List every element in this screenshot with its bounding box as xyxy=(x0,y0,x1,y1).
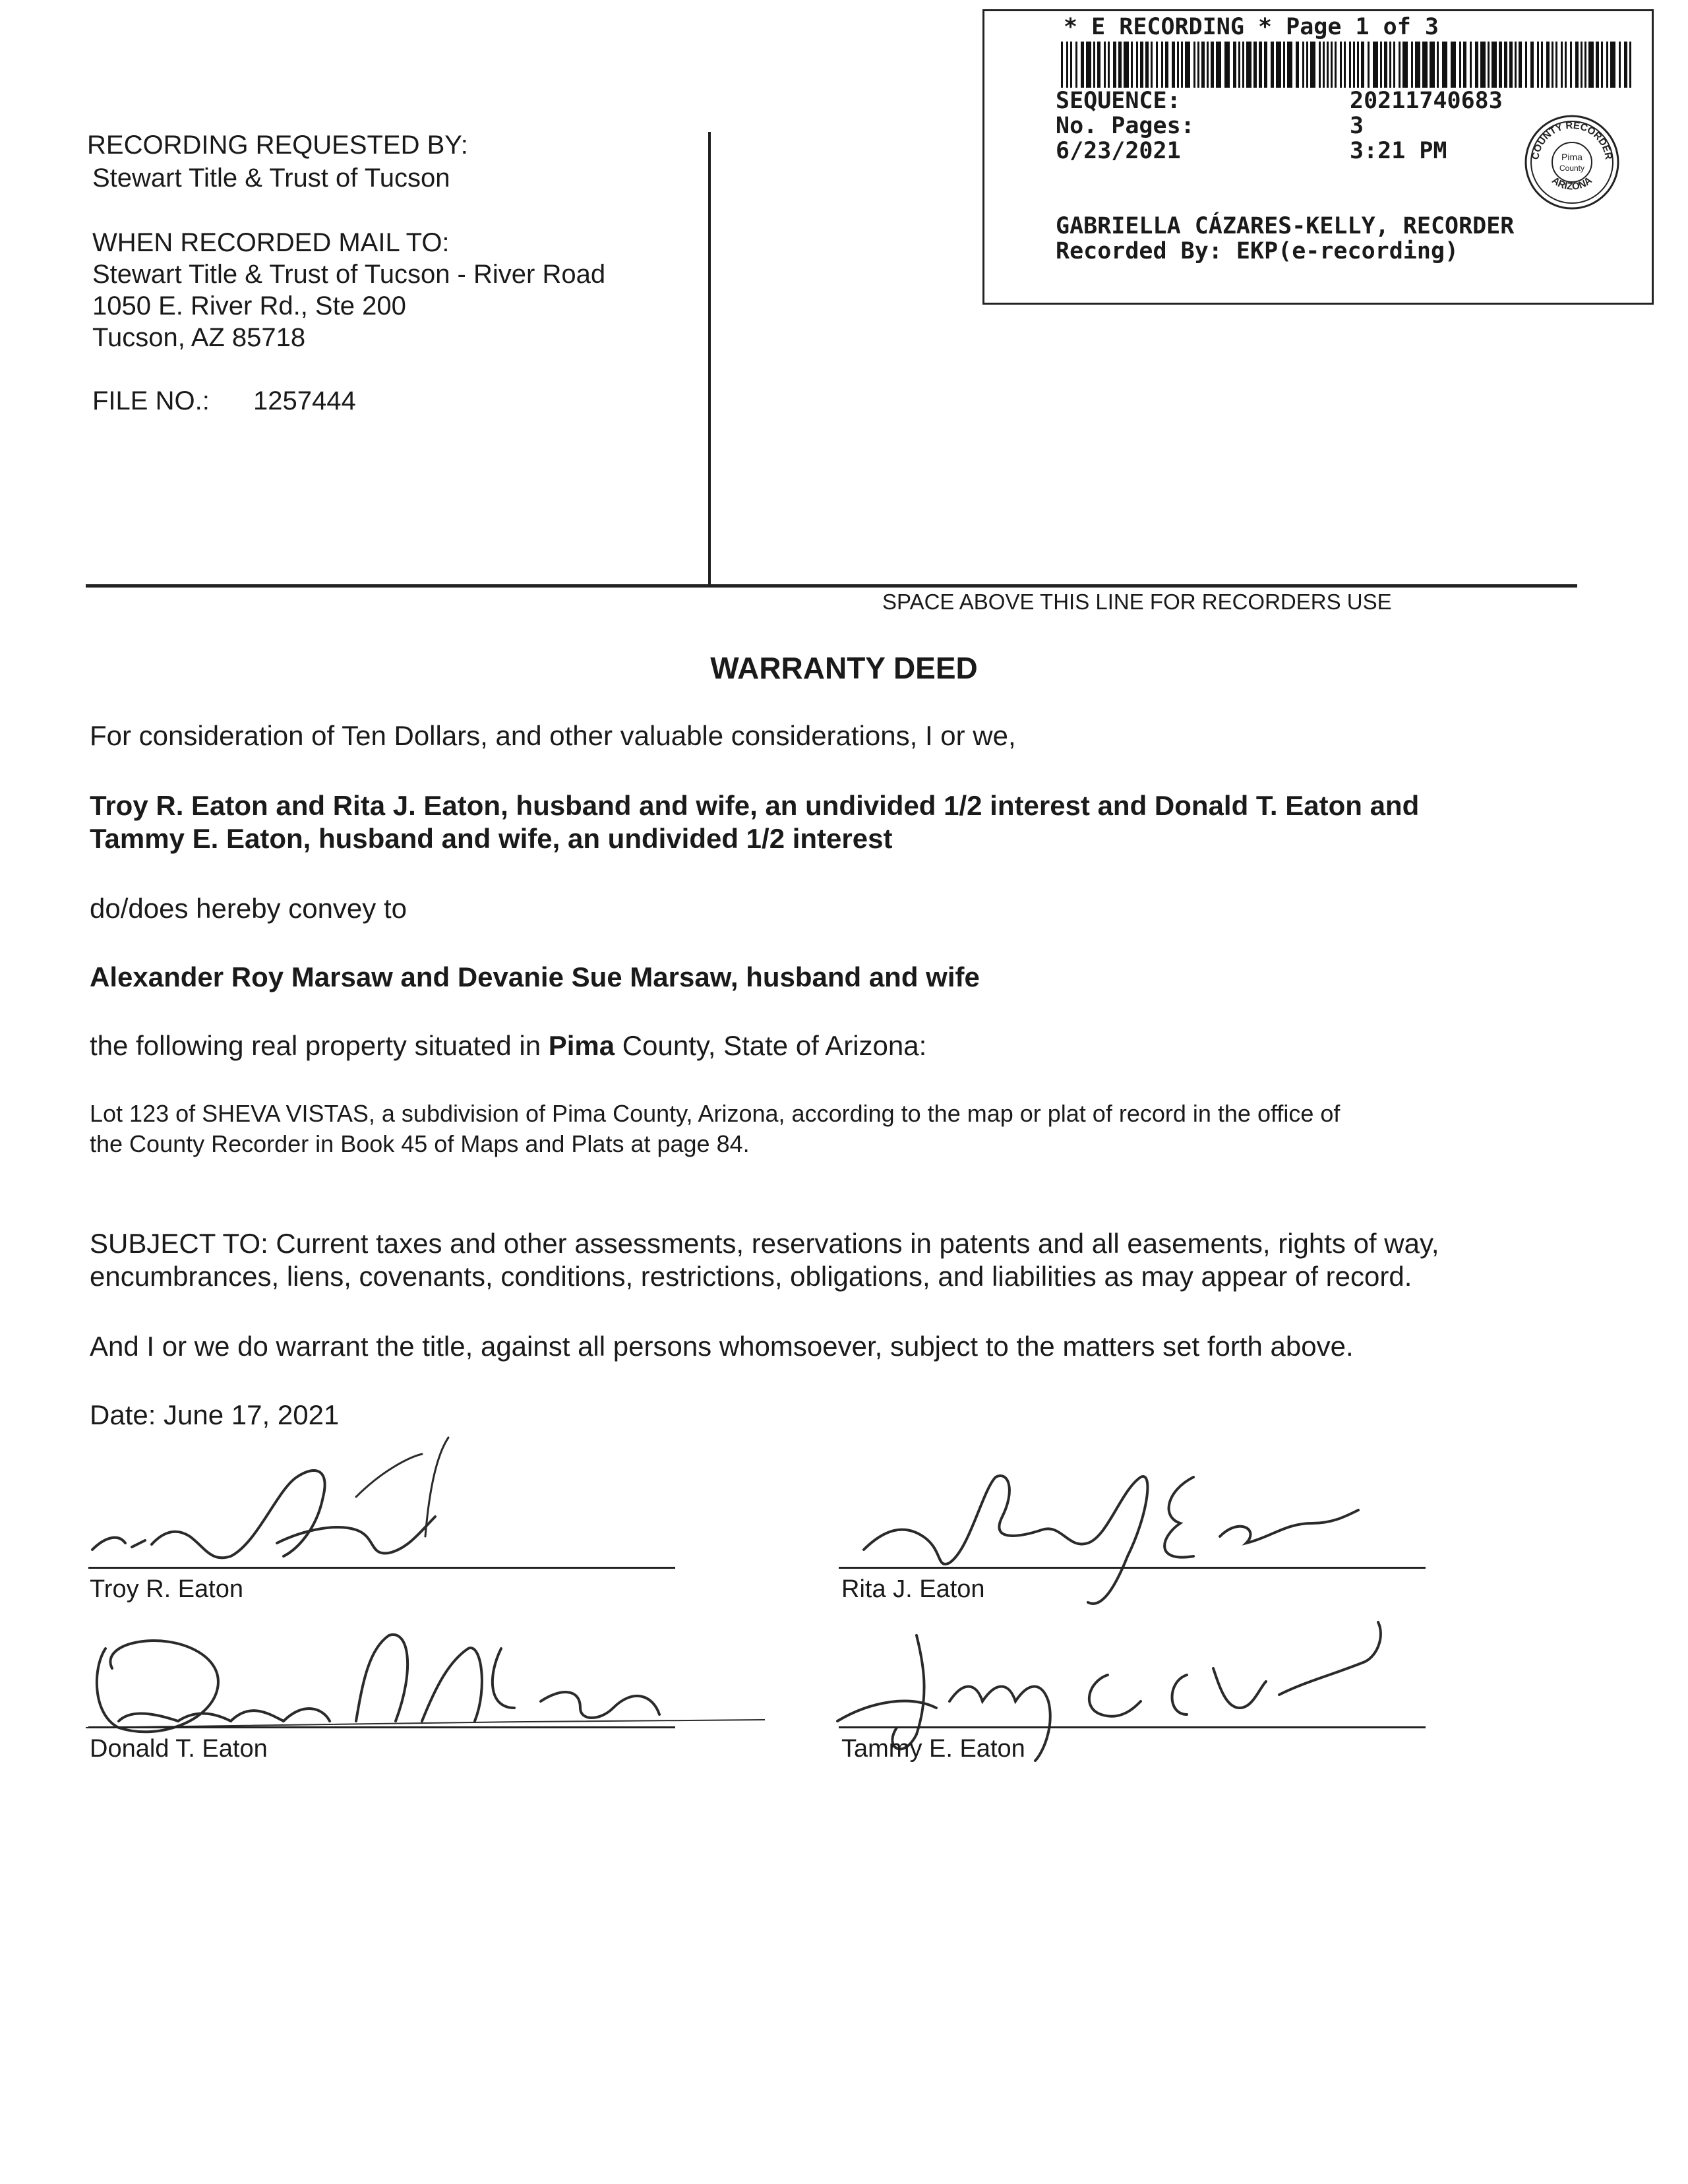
vertical-divider xyxy=(708,132,711,586)
grantors-line-2: Tammy E. Eaton, husband and wife, an undivided 1/2 interest xyxy=(90,823,893,854)
barcode-bar xyxy=(1323,42,1325,88)
barcode-bar xyxy=(1384,42,1387,88)
seal-center-text-1: Pima xyxy=(1561,152,1582,162)
barcode-bar xyxy=(1276,42,1281,88)
signature-line-donald xyxy=(88,1726,675,1728)
barcode-bar xyxy=(1459,42,1461,88)
seal-center-text-2: County xyxy=(1559,164,1585,173)
barcode-bar xyxy=(1066,42,1068,88)
pages-label: No. Pages: xyxy=(1056,113,1195,139)
deed-title: WARRANTY DEED xyxy=(710,651,978,685)
barcode-bar xyxy=(1070,42,1072,88)
barcode-bar xyxy=(1530,42,1534,88)
signature-troy xyxy=(79,1418,501,1583)
barcode-bar xyxy=(1519,42,1522,88)
barcode-bar xyxy=(1488,42,1490,88)
barcode-bar xyxy=(1271,42,1274,88)
barcode-bar xyxy=(1402,42,1408,88)
barcode-bar xyxy=(1172,42,1175,88)
barcode-bar xyxy=(1108,42,1110,88)
grantees-text: Alexander Roy Marsaw and Devanie Sue Marsaw, husband and wife xyxy=(90,961,980,992)
barcode-bar xyxy=(1380,42,1382,88)
barcode-bar xyxy=(1327,42,1329,88)
barcode-bar xyxy=(1181,42,1183,88)
record-date: 6/23/2021 xyxy=(1056,138,1181,164)
file-no-value: 1257444 xyxy=(253,386,356,415)
sequence-label: SEQUENCE: xyxy=(1056,88,1181,114)
barcode-bar xyxy=(1499,42,1502,88)
barcode-bar xyxy=(1233,42,1236,88)
barcode-bar xyxy=(1124,42,1129,88)
svg-text:ARIZONA xyxy=(1550,175,1594,193)
barcode-bar xyxy=(1399,42,1401,88)
barcode-bar xyxy=(1422,42,1428,88)
consideration-text: For consideration of Ten Dollars, and other valuable considerations, I or we, xyxy=(90,720,1016,751)
signer-name-rita: Rita J. Eaton xyxy=(841,1575,985,1603)
legal-description-line-1: Lot 123 of SHEVA VISTAS, a subdivision of Pima County, Arizona, according to the map or plat of record in the office of xyxy=(90,1100,1341,1127)
signature-line-troy xyxy=(88,1567,675,1569)
barcode-bar xyxy=(1470,42,1472,88)
sequence-value: 20211740683 xyxy=(1350,88,1503,114)
barcode-bar xyxy=(1156,42,1158,88)
barcode-bar xyxy=(1361,42,1364,88)
barcode-bar xyxy=(1306,42,1308,88)
mail-to-label: WHEN RECORDED MAIL TO: xyxy=(92,228,450,257)
mail-to-city: Tucson, AZ 85718 xyxy=(92,323,306,352)
signature-line-tammy xyxy=(839,1726,1426,1728)
barcode xyxy=(1061,42,1633,88)
barcode-bar xyxy=(1552,42,1553,88)
property-county: Pima xyxy=(548,1030,615,1061)
barcode-bar xyxy=(1264,42,1267,88)
barcode-bar xyxy=(1093,42,1095,88)
barcode-bar xyxy=(1296,42,1299,88)
barcode-bar xyxy=(1242,42,1244,88)
barcode-bar xyxy=(1555,42,1557,88)
property-post: County, State of Arizona: xyxy=(615,1030,927,1061)
grantors-line-1: Troy R. Eaton and Rita J. Eaton, husband and wife, an undivided 1/2 interest and Donald T. Eaton and xyxy=(90,790,1420,821)
record-time: 3:21 PM xyxy=(1350,138,1447,164)
barcode-bar xyxy=(1185,42,1190,88)
barcode-bar xyxy=(1451,42,1456,88)
barcode-bar xyxy=(1393,42,1395,88)
barcode-bar xyxy=(1437,42,1439,88)
barcode-bar xyxy=(1177,42,1179,88)
seal-top-text: COUNTY RECORDER xyxy=(1530,119,1614,161)
barcode-bar xyxy=(1145,42,1149,88)
barcode-bar xyxy=(1246,42,1251,88)
signature-donald xyxy=(79,1609,791,1754)
barcode-bar xyxy=(1193,42,1195,88)
barcode-bar xyxy=(1253,42,1257,88)
mail-to-street: 1050 E. River Rd., Ste 200 xyxy=(92,291,406,320)
barcode-bar xyxy=(1165,42,1168,88)
barcode-bar xyxy=(1197,42,1199,88)
legal-description-line-2: the County Recorder in Book 45 of Maps and Plats at page 84. xyxy=(90,1130,750,1157)
barcode-bar xyxy=(1463,42,1466,88)
barcode-bar xyxy=(1097,42,1100,88)
barcode-bar xyxy=(1596,42,1599,88)
barcode-bar xyxy=(1319,42,1321,88)
barcode-bar xyxy=(1509,42,1513,88)
barcode-bar xyxy=(1561,42,1563,88)
barcode-bar xyxy=(1081,42,1084,88)
barcode-bar xyxy=(1118,42,1122,88)
seal-bottom-text: ARIZONA xyxy=(1550,175,1594,193)
barcode-bar xyxy=(1104,42,1106,88)
signer-name-tammy: Tammy E. Eaton xyxy=(841,1735,1025,1763)
barcode-bar xyxy=(1086,42,1091,88)
file-no-label: FILE NO.: xyxy=(92,386,210,415)
barcode-bar xyxy=(1113,42,1116,88)
recorder-stamp xyxy=(982,9,1654,305)
recording-requested-name: Stewart Title & Trust of Tucson xyxy=(92,164,450,193)
barcode-bar xyxy=(1368,42,1370,88)
signer-name-troy: Troy R. Eaton xyxy=(90,1575,244,1603)
barcode-bar xyxy=(1357,42,1359,88)
barcode-bar xyxy=(1629,42,1631,88)
barcode-bar xyxy=(1373,42,1378,88)
deed-date: Date: June 17, 2021 xyxy=(90,1399,340,1430)
barcode-bar xyxy=(1588,42,1594,88)
barcode-bar xyxy=(1565,42,1567,88)
subject-to-line-1: SUBJECT TO: Current taxes and other assessments, reservations in patents and all easements, rights of way, xyxy=(90,1228,1439,1259)
barcode-bar xyxy=(1136,42,1138,88)
barcode-bar xyxy=(1570,42,1572,88)
barcode-bar xyxy=(1140,42,1143,88)
mail-to-name: Stewart Title & Trust of Tucson - River Road xyxy=(92,260,606,289)
recorder-name: GABRIELLA CÁZARES-KELLY, RECORDER xyxy=(1056,213,1515,239)
barcode-bar xyxy=(1389,42,1391,88)
barcode-bar xyxy=(1131,42,1133,88)
signature-line-rita xyxy=(839,1567,1426,1569)
barcode-bar xyxy=(1624,42,1627,88)
stamp-header: * E RECORDING * Page 1 of 3 xyxy=(1064,14,1439,40)
barcode-bar xyxy=(1546,42,1550,88)
barcode-bar xyxy=(1492,42,1497,88)
barcode-bar xyxy=(1061,42,1063,88)
barcode-bar xyxy=(1287,42,1292,88)
barcode-bar xyxy=(1340,42,1342,88)
barcode-bar xyxy=(1581,42,1582,88)
barcode-bar xyxy=(1606,42,1608,88)
barcode-bar xyxy=(1331,42,1333,88)
barcode-bar xyxy=(1207,42,1209,88)
county-recorder-seal xyxy=(1524,114,1620,210)
subject-to-line-2: encumbrances, liens, covenants, conditions, restrictions, obligations, and liabilities as may appear of record. xyxy=(90,1261,1412,1292)
barcode-bar xyxy=(1238,42,1240,88)
warranty-text: And I or we do warrant the title, against all persons whomsoever, subject to the matters set forth above. xyxy=(90,1331,1354,1362)
property-pre: the following real property situated in xyxy=(90,1030,549,1061)
barcode-bar xyxy=(1259,42,1262,88)
barcode-bar xyxy=(1310,42,1315,88)
barcode-bar xyxy=(1610,42,1615,88)
barcode-bar xyxy=(1201,42,1205,88)
recorded-by: Recorded By: EKP(e-recording) xyxy=(1056,238,1459,264)
barcode-bar xyxy=(1161,42,1163,88)
barcode-bar xyxy=(1504,42,1507,88)
barcode-bar xyxy=(1411,42,1413,88)
signer-name-donald: Donald T. Eaton xyxy=(90,1735,268,1763)
barcode-bar xyxy=(1475,42,1478,88)
pages-value: 3 xyxy=(1350,113,1364,139)
barcode-bar xyxy=(1353,42,1355,88)
barcode-bar xyxy=(1335,42,1337,88)
barcode-bar xyxy=(1216,42,1221,88)
convey-text: do/does hereby convey to xyxy=(90,893,407,924)
recorders-use-rule xyxy=(86,584,1577,588)
property-situated-text xyxy=(90,1029,926,1063)
barcode-bar xyxy=(1541,42,1543,88)
barcode-bar xyxy=(1442,42,1447,88)
barcode-bar xyxy=(1575,42,1579,88)
barcode-bar xyxy=(1619,42,1621,88)
barcode-bar xyxy=(1151,42,1153,88)
barcode-bar xyxy=(1537,42,1539,88)
recording-requested-label: RECORDING REQUESTED BY: xyxy=(87,131,468,160)
barcode-bar xyxy=(1601,42,1603,88)
barcode-bar xyxy=(1283,42,1285,88)
barcode-bar xyxy=(1515,42,1517,88)
barcode-bar xyxy=(1211,42,1214,88)
barcode-bar xyxy=(1349,42,1351,88)
barcode-bar xyxy=(1415,42,1420,88)
barcode-bar xyxy=(1302,42,1304,88)
space-above-note: SPACE ABOVE THIS LINE FOR RECORDERS USE xyxy=(882,590,1392,614)
barcode-bar xyxy=(1525,42,1527,88)
barcode-bar xyxy=(1430,42,1435,88)
barcode-bar xyxy=(1224,42,1230,88)
barcode-bar xyxy=(1344,42,1346,88)
barcode-bar xyxy=(1480,42,1486,88)
barcode-bar xyxy=(1584,42,1586,88)
barcode-bar xyxy=(1075,42,1077,88)
